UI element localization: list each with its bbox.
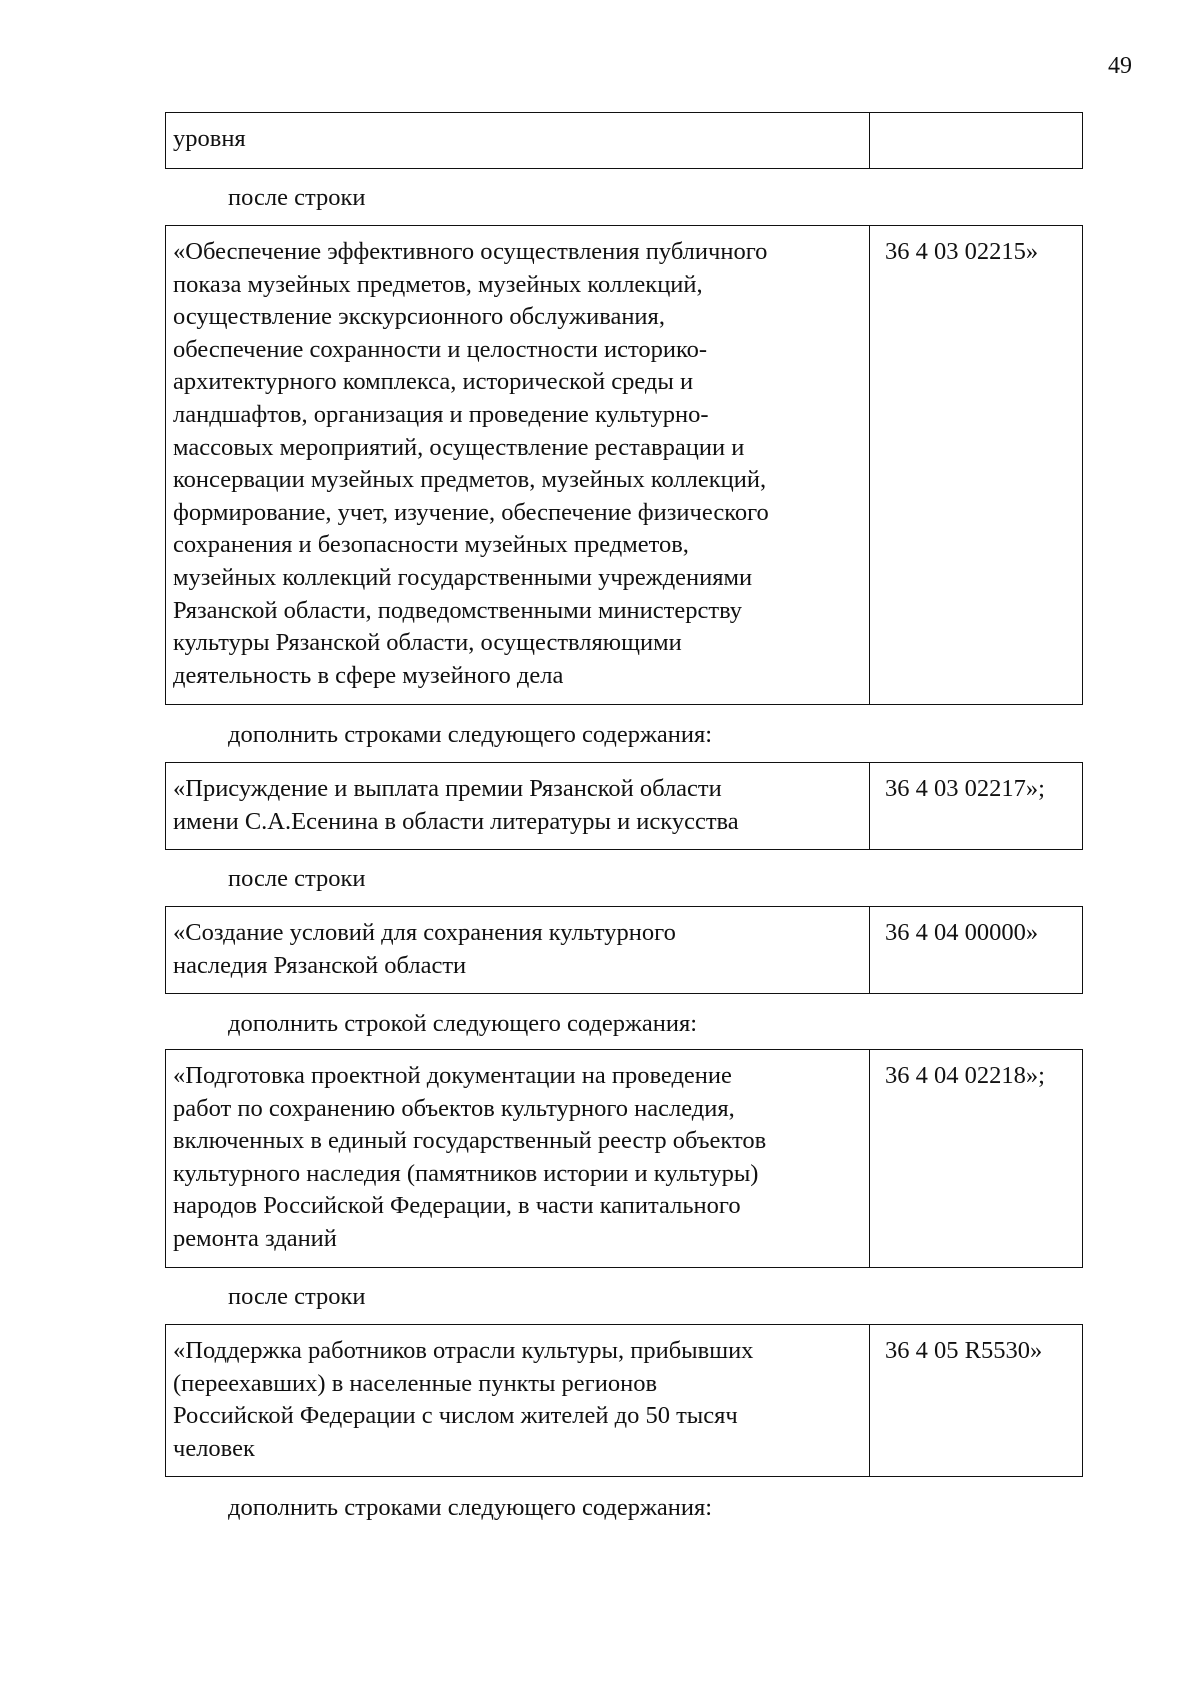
page-number: 49 — [1108, 53, 1132, 79]
row-code: 36 4 05 R5530» — [885, 1337, 1043, 1364]
table-row — [165, 112, 1083, 169]
instruction-text: дополнить строками следующего содержания: — [228, 721, 713, 748]
row-description: «Подготовка проектной документации на проведение работ по сохранению объектов культурного наследия, включенных в единый государственный реестр объектов культурного наследия (памятников истории и культуры) народов Российской Федерации, в части капитального ремонта зданий — [166, 1050, 870, 1267]
row-description: «Присуждение и выплата премии Рязанской области имени С.А.Есенина в области литературы и искусства — [166, 763, 870, 849]
instruction-text: после строки — [228, 184, 366, 211]
row-description: уровня — [166, 113, 870, 168]
table-row — [165, 762, 1083, 850]
table-row — [165, 1049, 1083, 1268]
row-code: 36 4 03 02215» — [885, 238, 1039, 265]
instruction-text: дополнить строкой следующего содержания: — [228, 1010, 698, 1037]
table-row — [165, 906, 1083, 994]
row-code: 36 4 04 00000» — [885, 919, 1039, 946]
row-code: 36 4 04 02218»; — [885, 1062, 1045, 1089]
row-description: «Поддержка работников отрасли культуры, прибывших (переехавших) в населенные пункты регионов Российской Федерации с числом жителей до 50 тысяч человек — [166, 1325, 870, 1476]
row-description: «Создание условий для сохранения культурного наследия Рязанской области — [166, 907, 870, 993]
table-row — [165, 1324, 1083, 1477]
instruction-text: после строки — [228, 1283, 366, 1310]
row-code: 36 4 03 02217»; — [885, 775, 1045, 802]
instruction-text: после строки — [228, 865, 366, 892]
table-row — [165, 225, 1083, 705]
row-code — [870, 113, 1082, 168]
row-description: «Обеспечение эффективного осуществления публичного показа музейных предметов, музейных коллекций, осуществление экскурсионного обслуживания, обеспечение сохранности и целостности историко- архитектурного комплекса, исторической среды и ландшафтов, организация и проведение культурно- массовых мероприятий, осуществление реставрации и консервации музейных предметов, музейных коллекций, формирование, учет, изучение, обеспечение физического сохранения и безопасности музейных предметов, музейных коллекций государственными учреждениями Рязанской области, подведомственными министерству культуры Рязанской области, осуществляющими деятельность в сфере музейного дела — [166, 226, 870, 704]
instruction-text: дополнить строками следующего содержания: — [228, 1494, 713, 1521]
